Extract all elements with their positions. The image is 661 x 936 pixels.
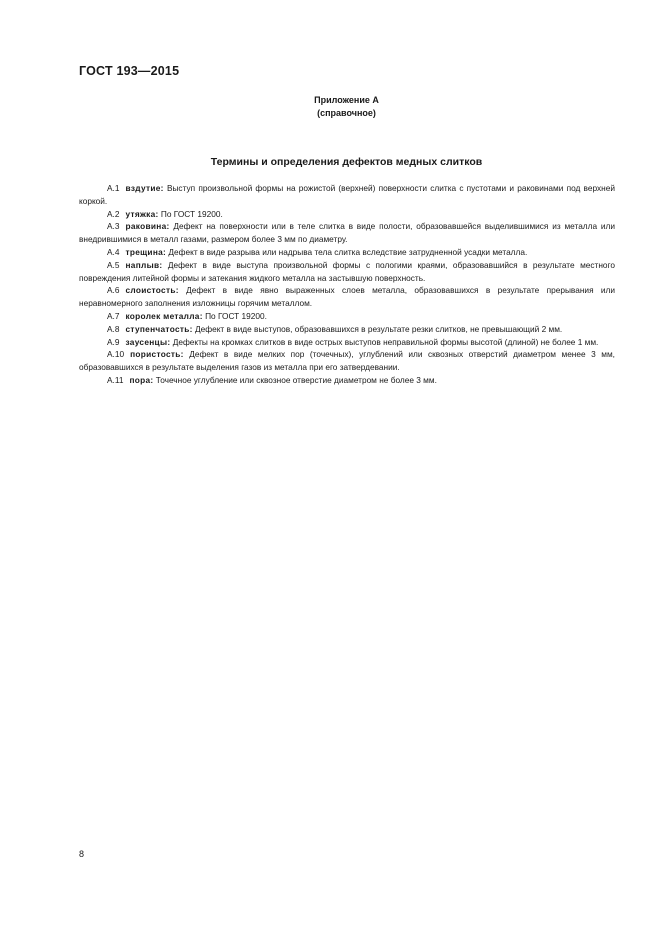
term-definition: Дефект на поверхности или в теле слитка в виде полости, образовавшейся выделившимися из металла или внедрившимися в металл газами, размером более 3 мм по диаметру. (79, 221, 615, 245)
term-word: ступенчатость: (125, 323, 193, 334)
term-item (79, 182, 615, 208)
term-item (79, 310, 615, 323)
term-definition: Дефекты на кромках слитков в виде острых выступов неправильной формы высотой (длиной) не более 1 мм. (172, 336, 599, 347)
term-item (79, 208, 615, 221)
term-definition: Выступ произвольной формы на рожистой (верхней) поверхности слитка с пустотами и раковинами под верхней коркой. (79, 183, 615, 206)
term-definition: Дефект в виде выступов, образовавшихся в результате резки слитков, не превышающий 2 мм. (195, 323, 563, 334)
page-number: 8 (79, 849, 85, 859)
term-word: трещина: (125, 246, 167, 257)
term-word: вздутие: (125, 183, 164, 193)
term-word: наплыв: (125, 259, 163, 270)
term-definition: Точечное углубление или сквозное отверстие диаметром не более 3 мм. (155, 374, 437, 385)
term-number: А.4 (107, 246, 120, 257)
document-code: ГОСТ 193—2015 (79, 64, 180, 78)
term-item (79, 246, 615, 259)
term-number: А.9 (107, 336, 120, 347)
term-word: заусенцы: (125, 336, 171, 347)
term-definition: Дефект в виде явно выраженных слоев металла, образовавшихся в результате прерывания или неравномерного заполнения изложницы горячим металлом. (79, 285, 615, 309)
term-definition: Дефект в виде разрыва или надрыва тела слитка вследствие затрудненной усадки металла. (168, 246, 528, 257)
term-number: А.11 (107, 374, 124, 385)
term-number: А.6 (107, 285, 120, 296)
term-number: А.7 (107, 310, 120, 321)
term-item (79, 374, 615, 387)
term-item (79, 348, 615, 374)
term-definition: По ГОСТ 19200. (160, 208, 223, 219)
term-item (79, 336, 615, 349)
term-item (79, 220, 615, 246)
section-title: Термины и определения дефектов медных слитков (210, 156, 483, 168)
term-word: пора: (129, 374, 154, 385)
term-number: А.8 (107, 323, 120, 334)
term-word: пористость: (130, 349, 184, 360)
term-item (79, 323, 615, 336)
term-definition: По ГОСТ 19200. (205, 310, 267, 321)
term-word: утяжка: (125, 208, 159, 219)
term-word: королек металла: (125, 310, 203, 321)
terms-list (79, 182, 615, 387)
term-word: раковина: (125, 221, 170, 232)
term-item (79, 259, 615, 285)
appendix-subtitle: (справочное) (317, 108, 376, 118)
term-word: слоистость: (125, 285, 179, 296)
term-number: А.10 (107, 349, 125, 360)
term-number: А.3 (107, 221, 120, 232)
appendix-title: Приложение А (314, 95, 379, 105)
term-number: А.5 (107, 259, 120, 270)
term-number: А.2 (107, 208, 120, 219)
term-item (79, 284, 615, 310)
appendix-heading (0, 94, 661, 120)
term-number: А.1 (107, 183, 120, 193)
term-definition: Дефект в виде выступа произвольной формы с пологими краями, образовавшийся в результате местного повреждения литейной формы и затекания жидкого металла на застывшую поверхность. (79, 259, 615, 283)
term-definition: Дефект в виде мелких пор (точечных), углублений или сквозных отверстий диаметром менее 3 мм, образовавшихся в результате выделения газов из металла при его затвердевании. (79, 349, 615, 373)
